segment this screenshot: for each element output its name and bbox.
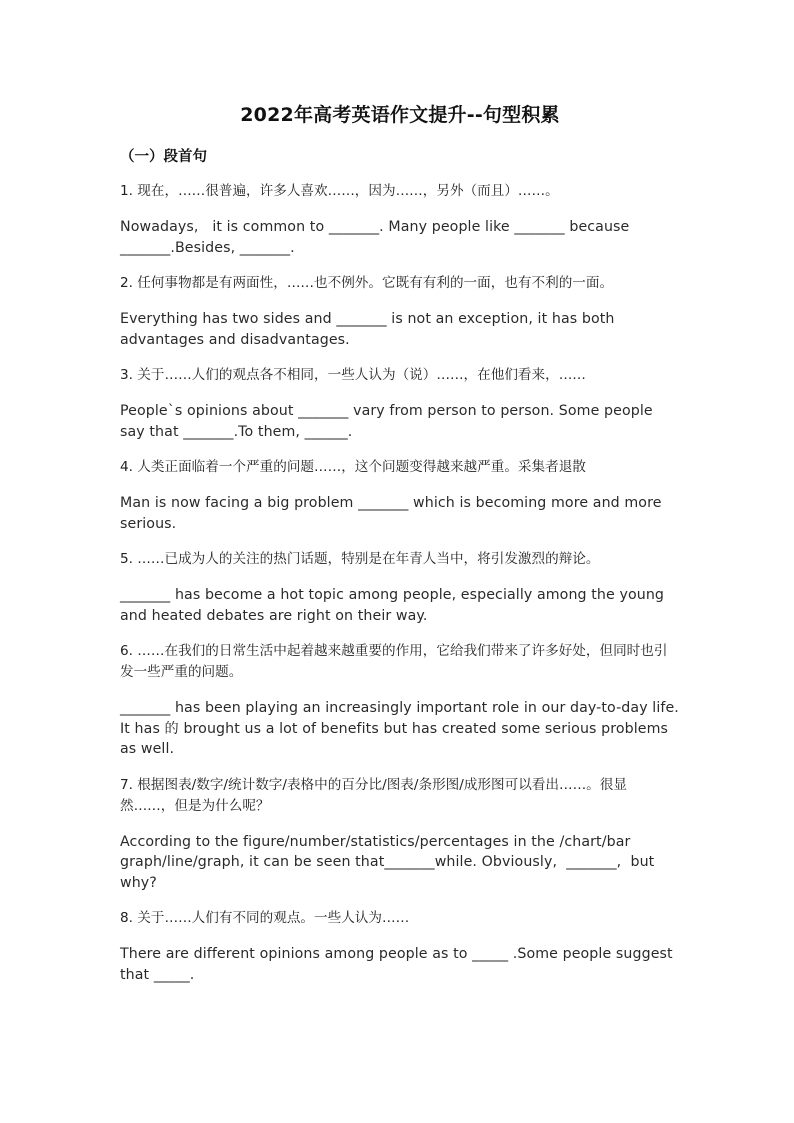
sentence-item-7: [120, 775, 680, 894]
chinese-sentence: 5. ……已成为人的关注的热门话题，特别是在年青人当中，将引发激烈的辩论。: [120, 551, 600, 567]
sentence-item-3: [120, 365, 680, 442]
english-sentence: There are different opinions among people as to _____ .Some people suggest that _____.: [120, 946, 678, 983]
chinese-sentence: 8. 关于……人们有不同的观点。一些人认为……: [120, 910, 410, 926]
document-content: [120, 100, 684, 1000]
english-sentence: _______ has become a hot topic among people, especially among the young and heated debates are right on their way.: [120, 587, 669, 624]
chinese-sentence: 6. ……在我们的日常生活中起着越来越重要的作用，它给我们带来了许多好处，但同时也引发一些严重的问题。: [120, 643, 668, 680]
sentence-item-8: [120, 908, 680, 985]
chinese-sentence: 3. 关于……人们的观点各不相同，一些人认为（说）……，在他们看来，……: [120, 367, 586, 383]
chinese-sentence: 2. 任何事物都是有两面性，……也不例外。它既有有利的一面，也有不利的一面。: [120, 275, 614, 291]
english-sentence: Man is now facing a big problem _______ which is becoming more and more serious.: [120, 495, 667, 532]
english-sentence: _______ has been playing an increasingly important role in our day-to-day life. It has 的 brought us a lot of benefits but has created some serious problems as well.: [120, 700, 684, 757]
sentence-item-6: [120, 641, 684, 760]
sentence-item-1: [120, 181, 680, 258]
sentence-item-4: [120, 457, 680, 534]
page-title: 2022年高考英语作文提升--句型积累: [240, 104, 560, 126]
chinese-sentence: 1. 现在，……很普遍，许多人喜欢……，因为……，另外（而且）……。: [120, 183, 559, 199]
chinese-sentence: 4. 人类正面临着一个严重的问题……，这个问题变得越来越严重。采集者退散: [120, 459, 586, 475]
sentence-item-2: [120, 273, 680, 350]
english-sentence: People`s opinions about _______ vary from person to person. Some people say that _______.To them, ______.: [120, 403, 658, 440]
english-sentence: Nowadays, it is common to _______. Many people like _______ because _______.Besides, _______.: [120, 219, 635, 256]
chinese-sentence: 7. 根据图表/数字/统计数字/表格中的百分比/图表/条形图/成形图可以看出……。很显然……，但是为什么呢？: [120, 776, 627, 814]
sentence-item-5: [120, 549, 680, 626]
section-heading: （一）段首句: [120, 149, 207, 165]
english-sentence: According to the figure/number/statistics/percentages in the /chart/bar graph/line/graph, it can be seen that_______while. Obviously, _______, but why?: [120, 833, 659, 891]
english-sentence: Everything has two sides and _______ is not an exception, it has both advantages and disadvantages.: [120, 311, 620, 348]
